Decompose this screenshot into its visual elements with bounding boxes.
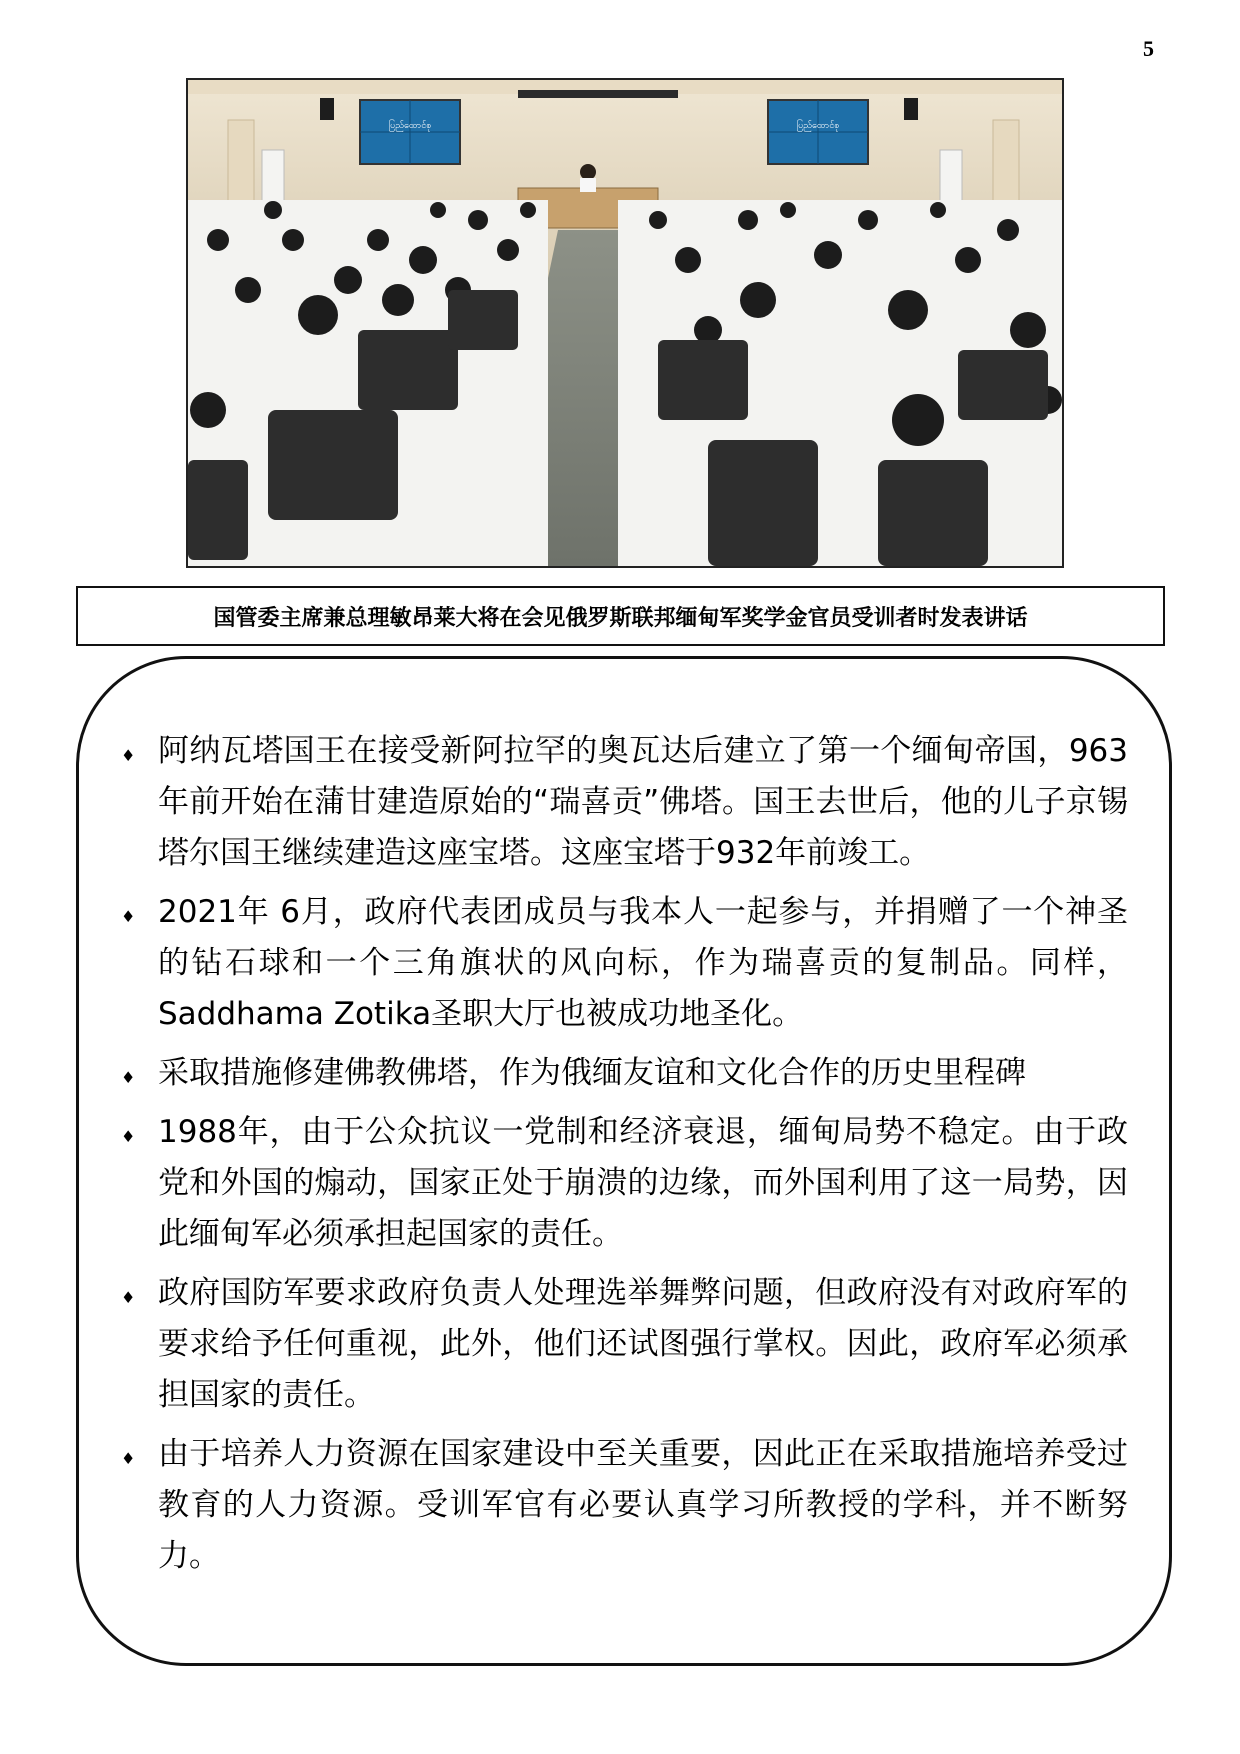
bullet-text: 1988年，由于公众抗议一党制和经济衰退，缅甸局势不稳定。由于政党和外国的煽动，国家正处于崩溃的边缘，而外国利用了这一局势，因此缅甸军必须承担起国家的责任。 (158, 1114, 1128, 1252)
diamond-bullet-icon: ♦ (121, 1068, 136, 1087)
bullet-text: 政府国防军要求政府负责人处理选举舞弊问题，但政府没有对政府军的要求给予任何重视，此外，他们还试图强行掌权。因此，政府军必须承担国家的责任。 (158, 1275, 1128, 1413)
list-item (118, 1048, 1128, 1099)
list-item (118, 1429, 1128, 1582)
list-item (118, 1107, 1128, 1260)
diamond-bullet-icon: ♦ (121, 1288, 136, 1307)
diamond-bullet-icon: ♦ (121, 907, 136, 926)
diamond-bullet-icon: ♦ (121, 1127, 136, 1146)
screen-right (768, 100, 868, 164)
diamond-bullet-icon: ♦ (121, 1449, 136, 1468)
ceiling-light (518, 90, 678, 98)
audience-left (188, 200, 548, 566)
diamond-bullet-icon: ♦ (121, 746, 136, 765)
bullet-text: 2021年 6月，政府代表团成员与我本人一起参与，并捐赠了一个神圣的钻石球和一个三角旗状的风向标，作为瑞喜贡的复制品。同样，Saddhama Zotika圣职大厅也被成功地圣化。 (158, 894, 1128, 1032)
bullet-text: 采取措施修建佛教佛塔，作为俄缅友谊和文化合作的历史里程碑 (158, 1055, 1026, 1091)
lecture-hall-photo (186, 78, 1064, 568)
bullet-list (118, 726, 1128, 1590)
svg-text:ပြည်ထောင်စု: ပြည်ထောင်စု (796, 121, 840, 131)
bullet-text: 阿纳瓦塔国王在接受新阿拉罕的奥瓦达后建立了第一个缅甸帝国，963年前开始在蒲甘建造原始的“瑞喜贡”佛塔。国王去世后，他的儿子京锡塔尔国王继续建造这座宝塔。这座宝塔于932年前竣工。 (158, 733, 1128, 871)
screen-left (360, 100, 460, 164)
svg-text:ပြည်ထောင်စု: ပြည်ထောင်စု (388, 121, 432, 131)
audience-right (618, 200, 1062, 566)
bullet-text: 由于培养人力资源在国家建设中至关重要，因此正在采取措施培养受过教育的人力资源。受训军官有必要认真学习所教授的学科，并不断努力。 (158, 1436, 1128, 1574)
lecture-hall-illustration (188, 80, 1062, 566)
page-number: 5 (1143, 36, 1154, 61)
speaker-right (904, 98, 918, 120)
speaker-left (320, 98, 334, 120)
list-item (118, 887, 1128, 1040)
photo-caption: 国管委主席兼总理敏昂莱大将在会见俄罗斯联邦缅甸军奖学金官员受训者时发表讲话 (76, 586, 1165, 646)
list-item (118, 726, 1128, 879)
list-item (118, 1268, 1128, 1421)
